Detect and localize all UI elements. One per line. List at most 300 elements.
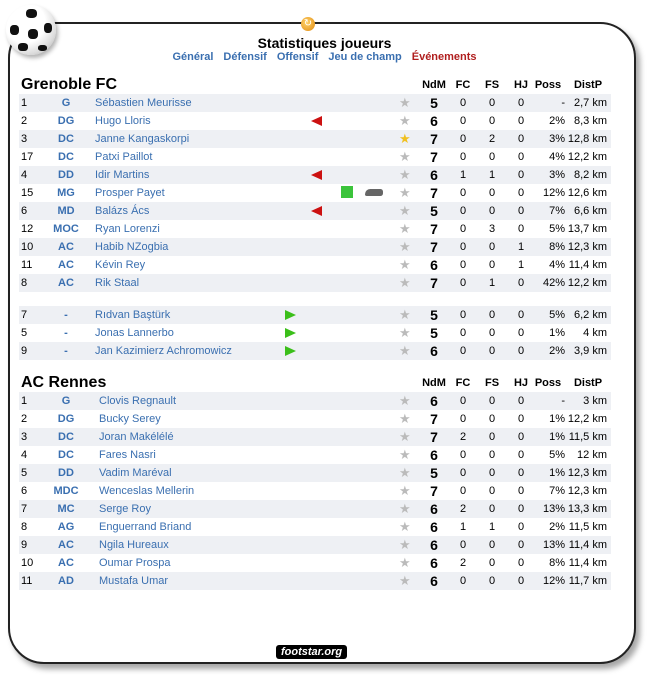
offsides: 0 — [517, 133, 525, 145]
rating-value: 6 — [430, 447, 438, 463]
rating-value: 6 — [430, 555, 438, 571]
position: - — [64, 327, 68, 339]
position: DD — [58, 467, 74, 479]
shirt-number: 3 — [21, 431, 28, 443]
distance: 11,5 km — [568, 521, 607, 533]
sub-out-arrow-icon — [311, 170, 322, 180]
position: DD — [58, 169, 74, 181]
fouls-committed: 0 — [459, 539, 467, 551]
shirt-number: 6 — [21, 205, 28, 217]
rating-value: 5 — [430, 203, 438, 219]
player-name-link[interactable]: Janne Kangaskorpi — [95, 133, 190, 145]
page-title: Statistiques joueurs — [257, 35, 392, 51]
fouls-committed: 0 — [459, 485, 467, 497]
player-row — [19, 536, 611, 554]
fouls-suffered: 0 — [488, 395, 496, 407]
rating-value: 7 — [430, 221, 438, 237]
col-header-fs[interactable]: FS — [484, 79, 500, 91]
rating-value: 5 — [430, 307, 438, 323]
position: DG — [57, 413, 75, 425]
fouls-suffered: 0 — [488, 309, 496, 321]
possession: 5% — [549, 309, 565, 321]
position: G — [61, 97, 71, 109]
possession: 2% — [549, 115, 565, 127]
fouls-committed: 0 — [459, 241, 467, 253]
player-name-link[interactable]: Vadim Maréval — [99, 467, 172, 479]
fouls-committed: 0 — [459, 151, 467, 163]
player-name-link[interactable]: Sébastien Meurisse — [95, 97, 192, 109]
position: AG — [57, 521, 75, 533]
star-icon[interactable]: ★ — [399, 325, 411, 340]
possession: 4% — [549, 259, 565, 271]
position: AC — [58, 277, 74, 289]
rating-value: 6 — [430, 519, 438, 535]
fouls-suffered: 0 — [488, 503, 496, 515]
col-header-dist[interactable]: DistP — [573, 79, 603, 91]
player-row — [19, 572, 611, 590]
position: MD — [57, 205, 75, 217]
col-header-poss[interactable]: Poss — [534, 377, 562, 389]
player-row — [19, 112, 611, 130]
distance: 11,4 km — [568, 539, 607, 551]
rating-value: 7 — [430, 239, 438, 255]
player-name-link[interactable]: Hugo Lloris — [95, 115, 151, 127]
position: - — [64, 309, 68, 321]
fouls-committed: 0 — [459, 97, 467, 109]
possession: - — [561, 395, 565, 407]
rating-value: 6 — [430, 573, 438, 589]
rating-value: 7 — [430, 411, 438, 427]
possession: 3% — [549, 133, 565, 145]
star-icon[interactable]: ★ — [399, 483, 411, 498]
position: DC — [58, 133, 74, 145]
fouls-committed: 0 — [459, 277, 467, 289]
team-header — [19, 74, 611, 94]
star-icon[interactable]: ★ — [399, 275, 411, 290]
shirt-number: 15 — [21, 187, 34, 199]
position: MDC — [53, 485, 79, 497]
team-table-away — [19, 372, 611, 590]
possession: 8% — [549, 557, 565, 569]
possession: 12% — [542, 187, 565, 199]
footer-logo[interactable]: footstar.org — [276, 645, 347, 659]
offsides: 0 — [517, 521, 525, 533]
distance: 12 km — [577, 449, 607, 461]
star-icon[interactable]: ★ — [399, 555, 411, 570]
rating-value: 5 — [430, 325, 438, 341]
rating-value: 6 — [430, 343, 438, 359]
fouls-suffered: 0 — [488, 241, 496, 253]
star-icon[interactable]: ★ — [399, 573, 411, 588]
rating-value: 6 — [430, 393, 438, 409]
player-name-link[interactable]: Oumar Prospa — [99, 557, 171, 569]
player-name-link[interactable]: Rik Staal — [95, 277, 140, 289]
fouls-suffered: 0 — [488, 467, 496, 479]
star-icon[interactable]: ★ — [399, 393, 411, 408]
rating-value: 5 — [430, 95, 438, 111]
player-row — [19, 428, 611, 446]
offsides: 0 — [517, 503, 525, 515]
offsides: 0 — [517, 395, 525, 407]
possession: 42% — [542, 277, 565, 289]
distance: 12,2 km — [567, 277, 607, 289]
player-name-link[interactable]: Balázs Ács — [95, 205, 150, 217]
distance: 12,3 km — [567, 241, 607, 253]
shirt-number: 8 — [21, 521, 28, 533]
star-icon[interactable]: ★ — [399, 95, 411, 110]
position: AC — [58, 241, 74, 253]
possession: 5% — [549, 449, 565, 461]
star-icon[interactable]: ★ — [399, 239, 411, 254]
offsides: 0 — [517, 575, 525, 587]
star-icon[interactable]: ★ — [399, 465, 411, 480]
star-icon[interactable]: ★ — [399, 537, 411, 552]
col-header-fc[interactable]: FC — [455, 377, 471, 389]
shirt-number: 2 — [21, 115, 28, 127]
rating-value: 6 — [430, 537, 438, 553]
tab-0[interactable]: Général — [172, 51, 214, 63]
star-icon[interactable]: ★ — [399, 343, 411, 358]
rating-value: 7 — [430, 275, 438, 291]
fouls-committed: 0 — [459, 395, 467, 407]
player-row — [19, 410, 611, 428]
fouls-suffered: 1 — [488, 169, 496, 181]
player-name-link[interactable]: Idir Martins — [95, 169, 150, 181]
offsides: 1 — [517, 241, 525, 253]
player-row — [19, 306, 611, 324]
col-header-ndm[interactable]: NdM — [422, 79, 446, 91]
star-icon[interactable]: ★ — [399, 411, 411, 426]
sub-in-arrow-icon — [285, 328, 296, 338]
star-icon[interactable]: ★ — [399, 221, 411, 236]
position: AC — [58, 557, 74, 569]
possession: 1% — [549, 467, 565, 479]
refresh-icon[interactable]: ↻ — [301, 17, 315, 31]
offsides: 0 — [517, 345, 525, 357]
fouls-suffered: 0 — [488, 413, 496, 425]
distance: 6,6 km — [573, 205, 607, 217]
fouls-suffered: 0 — [488, 115, 496, 127]
fouls-suffered: 0 — [488, 259, 496, 271]
possession: 7% — [549, 485, 565, 497]
possession: 4% — [549, 151, 565, 163]
distance: 11,7 km — [568, 575, 607, 587]
sub-in-arrow-icon — [285, 346, 296, 356]
star-icon[interactable]: ★ — [399, 257, 411, 272]
offsides: 0 — [517, 97, 525, 109]
rating-value: 5 — [430, 465, 438, 481]
player-row — [19, 166, 611, 184]
player-row — [19, 148, 611, 166]
col-header-hj[interactable]: HJ — [513, 79, 529, 91]
offsides: 0 — [517, 467, 525, 479]
distance: 12,8 km — [567, 133, 607, 145]
position: - — [64, 345, 68, 357]
offsides: 0 — [517, 309, 525, 321]
position: G — [61, 395, 71, 407]
player-name-link[interactable]: Jonas Lannerbo — [95, 327, 174, 339]
distance: 3,9 km — [573, 345, 607, 357]
player-name-link[interactable]: Joran Makélélé — [99, 431, 174, 443]
team-table-home — [19, 74, 611, 360]
fouls-suffered: 0 — [488, 485, 496, 497]
col-header-ndm[interactable]: NdM — [422, 377, 446, 389]
shirt-number: 9 — [21, 539, 28, 551]
position: MG — [57, 187, 75, 199]
fouls-suffered: 0 — [488, 557, 496, 569]
distance: 12,3 km — [567, 467, 607, 479]
tab-4[interactable]: Événements — [411, 51, 477, 63]
col-header-hj[interactable]: HJ — [513, 377, 529, 389]
distance: 12,3 km — [567, 485, 607, 497]
fouls-committed: 1 — [459, 521, 467, 533]
fouls-suffered: 0 — [488, 345, 496, 357]
fouls-suffered: 0 — [488, 151, 496, 163]
tab-2[interactable]: Offensif — [276, 51, 319, 63]
star-icon[interactable]: ★ — [399, 131, 411, 146]
rating-value: 6 — [430, 501, 438, 517]
player-row — [19, 324, 611, 342]
fouls-committed: 2 — [459, 431, 467, 443]
possession: - — [561, 97, 565, 109]
possession: 5% — [549, 223, 565, 235]
offsides: 0 — [517, 431, 525, 443]
rating-value: 7 — [430, 149, 438, 165]
star-icon[interactable]: ★ — [399, 167, 411, 182]
offsides: 0 — [517, 449, 525, 461]
distance: 11,4 km — [568, 259, 607, 271]
possession: 8% — [549, 241, 565, 253]
shirt-number: 5 — [21, 327, 28, 339]
offsides: 0 — [517, 151, 525, 163]
position: MC — [57, 503, 75, 515]
team-name: Grenoble FC — [21, 76, 118, 93]
position: DC — [58, 151, 74, 163]
rating-value: 6 — [430, 257, 438, 273]
shirt-number: 4 — [21, 169, 28, 181]
player-row — [19, 238, 611, 256]
player-name-link[interactable]: Ngila Hureaux — [99, 539, 169, 551]
possession: 13% — [542, 539, 565, 551]
star-icon[interactable]: ★ — [399, 149, 411, 164]
rating-value: 6 — [430, 167, 438, 183]
player-name-link[interactable]: Enguerrand Briand — [99, 521, 192, 533]
rating-value: 7 — [430, 429, 438, 445]
shirt-number: 3 — [21, 133, 28, 145]
shirt-number: 7 — [21, 309, 28, 321]
distance: 3 km — [583, 395, 607, 407]
position: MOC — [53, 223, 79, 235]
stats-tabs — [0, 51, 649, 63]
offsides: 0 — [517, 205, 525, 217]
player-name-link[interactable]: Wenceslas Mellerin — [99, 485, 195, 497]
green-card-icon — [341, 186, 353, 198]
fouls-committed: 0 — [459, 133, 467, 145]
player-name-link[interactable]: Fares Nasri — [99, 449, 156, 461]
fouls-committed: 0 — [459, 413, 467, 425]
rating-value: 7 — [430, 483, 438, 499]
player-name-link[interactable]: Patxi Paillot — [95, 151, 153, 163]
possession: 13% — [542, 503, 565, 515]
shirt-number: 5 — [21, 467, 28, 479]
rating-value: 6 — [430, 113, 438, 129]
fouls-suffered: 0 — [488, 539, 496, 551]
sub-in-arrow-icon — [285, 310, 296, 320]
fouls-suffered: 0 — [488, 575, 496, 587]
shirt-number: 12 — [21, 223, 34, 235]
player-name-link[interactable]: Jan Kazimierz Achromowicz — [95, 345, 232, 357]
fouls-suffered: 1 — [488, 521, 496, 533]
soccer-ball-icon — [6, 5, 56, 55]
player-name-link[interactable]: Ryan Lorenzi — [95, 223, 160, 235]
possession: 7% — [549, 205, 565, 217]
shirt-number: 10 — [21, 557, 34, 569]
fouls-committed: 0 — [459, 309, 467, 321]
boot-icon — [365, 189, 383, 196]
fouls-committed: 0 — [459, 259, 467, 271]
star-icon[interactable]: ★ — [399, 519, 411, 534]
player-row — [19, 554, 611, 572]
fouls-committed: 1 — [459, 169, 467, 181]
rating-value: 7 — [430, 185, 438, 201]
player-name-link[interactable]: Prosper Payet — [95, 187, 165, 199]
team-name: AC Rennes — [21, 374, 107, 391]
fouls-committed: 0 — [459, 115, 467, 127]
position: DC — [58, 449, 74, 461]
fouls-suffered: 0 — [488, 187, 496, 199]
fouls-suffered: 0 — [488, 97, 496, 109]
fouls-suffered: 2 — [488, 133, 496, 145]
offsides: 0 — [517, 277, 525, 289]
distance: 13,3 km — [567, 503, 607, 515]
distance: 8,2 km — [573, 169, 607, 181]
offsides: 1 — [517, 259, 525, 271]
fouls-suffered: 0 — [488, 205, 496, 217]
subs-spacer — [19, 292, 611, 306]
player-row — [19, 184, 611, 202]
shirt-number: 2 — [21, 413, 28, 425]
player-name-link[interactable]: Bucky Serey — [99, 413, 161, 425]
player-name-link[interactable]: Clovis Regnault — [99, 395, 177, 407]
offsides: 0 — [517, 413, 525, 425]
fouls-committed: 0 — [459, 345, 467, 357]
fouls-committed: 0 — [459, 223, 467, 235]
player-row — [19, 220, 611, 238]
fouls-committed: 2 — [459, 557, 467, 569]
shirt-number: 10 — [21, 241, 34, 253]
fouls-committed: 0 — [459, 575, 467, 587]
fouls-committed: 0 — [459, 327, 467, 339]
distance: 12,6 km — [567, 187, 607, 199]
player-row — [19, 500, 611, 518]
sub-out-arrow-icon — [311, 116, 322, 126]
player-row — [19, 130, 611, 148]
player-row — [19, 518, 611, 536]
distance: 12,2 km — [567, 413, 607, 425]
player-row — [19, 342, 611, 360]
team-header — [19, 372, 611, 392]
position: AC — [58, 259, 74, 271]
col-header-dist[interactable]: DistP — [573, 377, 603, 389]
possession: 1% — [549, 413, 565, 425]
fouls-suffered: 1 — [488, 277, 496, 289]
distance: 6,2 km — [573, 309, 607, 321]
shirt-number: 8 — [21, 277, 28, 289]
position: AD — [58, 575, 74, 587]
player-row — [19, 482, 611, 500]
offsides: 0 — [517, 187, 525, 199]
star-icon[interactable]: ★ — [399, 203, 411, 218]
player-name-link[interactable]: Kévin Rey — [95, 259, 146, 271]
fouls-committed: 2 — [459, 503, 467, 515]
offsides: 0 — [517, 327, 525, 339]
possession: 1% — [549, 431, 565, 443]
shirt-number: 17 — [21, 151, 34, 163]
distance: 13,7 km — [567, 223, 607, 235]
distance: 11,4 km — [568, 557, 607, 569]
player-name-link[interactable]: Habib NZogbia — [95, 241, 169, 253]
fouls-committed: 0 — [459, 449, 467, 461]
offsides: 0 — [517, 539, 525, 551]
fouls-committed: 0 — [459, 205, 467, 217]
player-row — [19, 464, 611, 482]
player-name-link[interactable]: Rıdvan Baştürk — [95, 309, 171, 321]
star-icon[interactable]: ★ — [399, 307, 411, 322]
player-name-link[interactable]: Mustafa Umar — [99, 575, 169, 587]
shirt-number: 6 — [21, 485, 28, 497]
tab-3[interactable]: Jeu de champ — [328, 51, 402, 63]
player-row — [19, 392, 611, 410]
player-row — [19, 94, 611, 112]
shirt-number: 1 — [21, 395, 28, 407]
player-name-link[interactable]: Serge Roy — [99, 503, 151, 515]
offsides: 0 — [517, 485, 525, 497]
player-row — [19, 256, 611, 274]
star-icon[interactable]: ★ — [399, 429, 411, 444]
rating-value: 7 — [430, 131, 438, 147]
star-icon[interactable]: ★ — [399, 501, 411, 516]
star-icon[interactable]: ★ — [399, 113, 411, 128]
col-header-fs[interactable]: FS — [484, 377, 500, 389]
sub-out-arrow-icon — [311, 206, 322, 216]
star-icon[interactable]: ★ — [399, 447, 411, 462]
distance: 4 km — [583, 327, 607, 339]
fouls-suffered: 3 — [488, 223, 496, 235]
offsides: 0 — [517, 169, 525, 181]
fouls-suffered: 0 — [488, 431, 496, 443]
col-header-poss[interactable]: Poss — [534, 79, 562, 91]
player-row — [19, 274, 611, 292]
player-row — [19, 446, 611, 464]
shirt-number: 11 — [21, 259, 33, 271]
col-header-fc[interactable]: FC — [455, 79, 471, 91]
distance: 8,3 km — [573, 115, 607, 127]
tab-1[interactable]: Défensif — [223, 51, 267, 63]
fouls-committed: 0 — [459, 467, 467, 479]
shirt-number: 1 — [21, 97, 28, 109]
possession: 2% — [549, 521, 565, 533]
star-icon[interactable]: ★ — [399, 185, 411, 200]
offsides: 0 — [517, 557, 525, 569]
position: DC — [58, 431, 74, 443]
position: AC — [58, 539, 74, 551]
distance: 11,5 km — [568, 431, 607, 443]
offsides: 0 — [517, 115, 525, 127]
distance: 2,7 km — [573, 97, 607, 109]
fouls-suffered: 0 — [488, 449, 496, 461]
shirt-number: 7 — [21, 503, 28, 515]
possession: 12% — [542, 575, 565, 587]
